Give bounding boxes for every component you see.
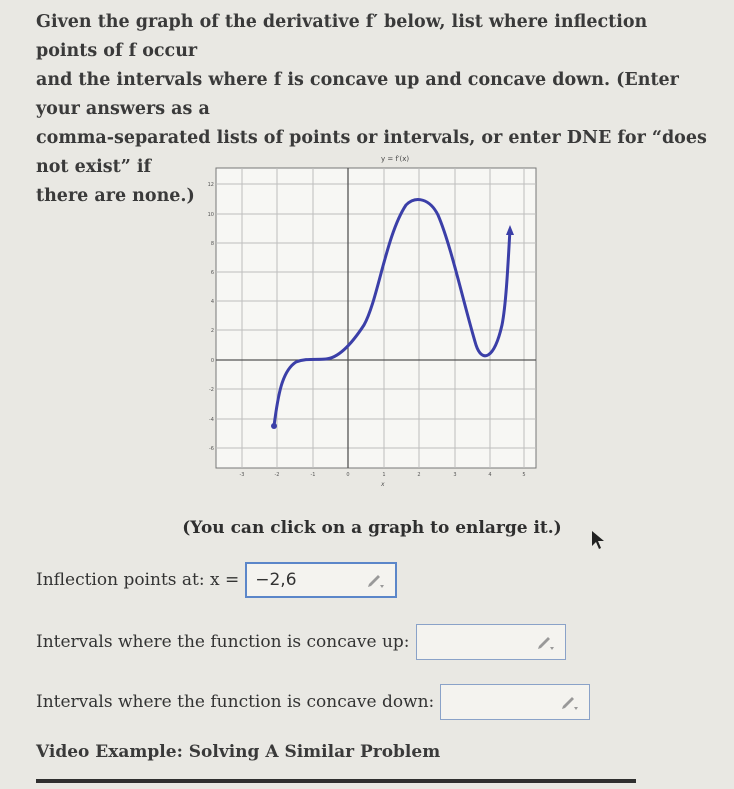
y-tick-label: 0 [210,358,214,364]
concave-down-label: Intervals where the function is concave down: [36,692,435,712]
concave-down-answer-field[interactable] [440,684,590,720]
x-tick-label: 5 [522,472,526,478]
inflection-answer-field[interactable] [245,562,397,598]
question-line-3: comma-separated lists of points or intervals, or enter DNE for “does not exist” if [36,128,707,177]
x-tick-label: -1 [310,472,316,478]
y-tick-label: -6 [209,446,214,452]
x-tick-label: -2 [274,472,280,478]
y-tick-label: 8 [210,241,214,247]
question-line-2: and the intervals where f is concave up and concave down. (Enter your answers as a [36,70,679,119]
x-tick-label: 1 [382,472,386,478]
x-tick-label: 0 [346,472,350,478]
y-tick-label: -2 [209,387,214,393]
concave-up-row [36,624,566,660]
y-tick-label: 4 [210,299,214,305]
graph-title: y = f′(x) [381,155,410,163]
y-tick-label: 10 [207,212,214,218]
inflection-row [36,562,397,598]
pencil-icon[interactable] [365,571,387,589]
x-tick-label: 3 [453,472,457,478]
y-tick-label: -4 [209,417,214,423]
y-tick-label: 2 [210,328,214,334]
inflection-answer-value: −2,6 [255,570,297,590]
concave-up-label: Intervals where the function is concave up: [36,632,410,652]
x-tick-label: -3 [239,472,245,478]
question-line-1: Given the graph of the derivative f′ below, list where inflection points of f occur [36,12,648,61]
concave-down-row [36,684,590,720]
x-tick-label: 4 [488,472,492,478]
concave-up-answer-field[interactable] [416,624,566,660]
x-tick-label: 2 [417,472,421,478]
pencil-icon[interactable] [559,693,581,711]
enlarge-note: (You can click on a graph to enlarge it.) [182,518,562,538]
derivative-graph[interactable] [206,155,544,490]
mouse-pointer-icon [590,530,606,550]
video-example-title[interactable]: Video Example: Solving A Similar Problem [36,742,441,762]
video-example-divider [36,779,636,783]
curve-start-point [271,423,277,429]
x-axis-label: x [381,481,385,488]
pencil-icon[interactable] [535,633,557,651]
question-line-4: there are none.) [36,186,195,206]
y-tick-label: 12 [207,182,214,188]
y-tick-label: 6 [210,270,214,276]
inflection-label: Inflection points at: x = [36,570,240,590]
